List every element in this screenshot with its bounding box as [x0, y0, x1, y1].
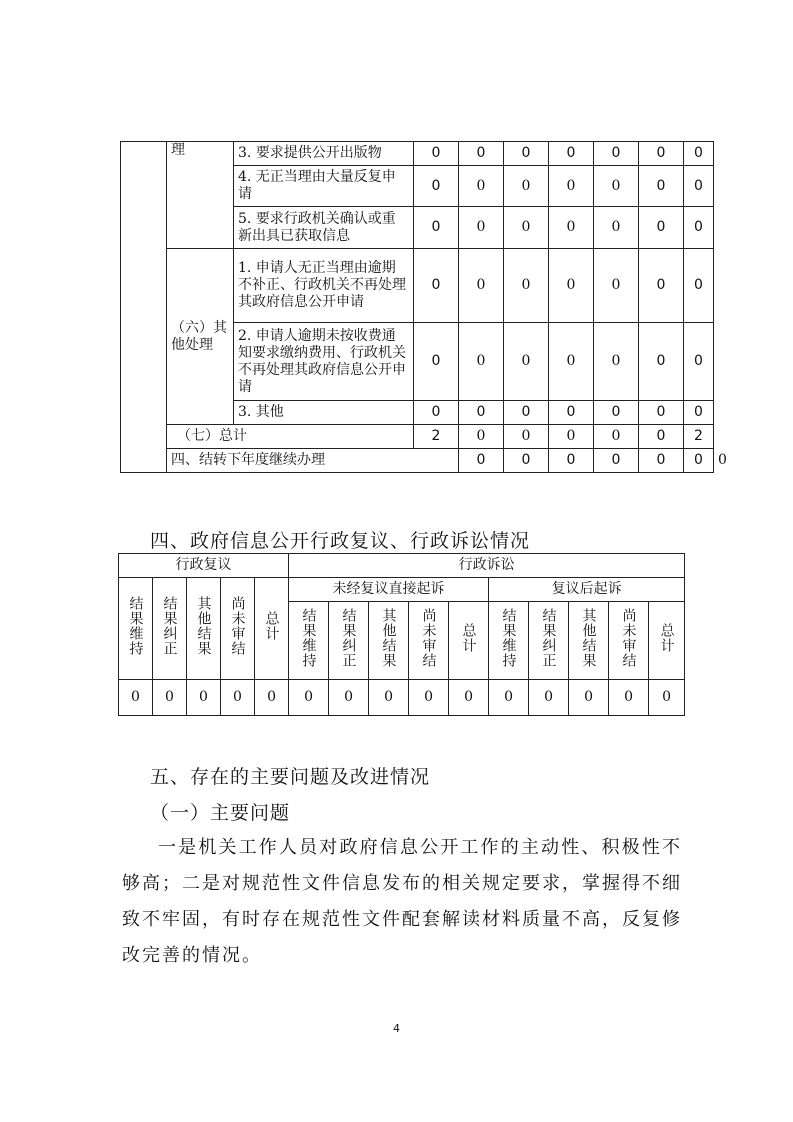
- col-header: [221, 578, 255, 680]
- cell: 0: [684, 449, 714, 473]
- total-row-label: （七）总计: [167, 425, 414, 449]
- col-header: [529, 602, 569, 680]
- col-header: [187, 578, 221, 680]
- cell: 0: [684, 166, 714, 207]
- cell: 0: [639, 207, 684, 249]
- col-text: 总计: [658, 623, 675, 653]
- cell: 0: [414, 249, 459, 323]
- cell: 0: [414, 142, 459, 166]
- header-after-review: 复议后起诉: [489, 578, 685, 602]
- cell: 0: [504, 142, 549, 166]
- col-header: [255, 578, 289, 680]
- group-label-six: [167, 249, 234, 425]
- cell: 0: [684, 142, 714, 166]
- col-header: [119, 578, 153, 680]
- cell: 0: [639, 249, 684, 323]
- cell: 0: [594, 425, 639, 449]
- cell: 0: [549, 449, 594, 473]
- cell: 0: [594, 249, 639, 323]
- cell: 0: [609, 680, 649, 716]
- cell: 0: [459, 401, 504, 425]
- cell: 0: [289, 680, 329, 716]
- col-text: 结果纠正: [161, 596, 178, 656]
- section5-subheading: （一）主要问题: [150, 802, 291, 824]
- row-label: 5. 要求行政机关确认或重新出具已获取信息: [234, 207, 414, 249]
- cell: 0: [459, 207, 504, 249]
- cell: 0: [409, 680, 449, 716]
- cell: 0: [459, 142, 504, 166]
- cell: 0: [549, 401, 594, 425]
- cell: 0: [449, 680, 489, 716]
- review-litigation-table: [118, 553, 685, 716]
- header-review: 行政复议: [119, 554, 289, 578]
- cell: 0: [504, 323, 549, 401]
- col-text: 结果维持: [300, 608, 317, 668]
- cell: 0: [504, 401, 549, 425]
- cell: 0: [414, 166, 459, 207]
- cell: 0: [153, 680, 187, 716]
- col-header: [153, 578, 187, 680]
- cell: 0: [489, 680, 529, 716]
- col-text: 尚未审结: [420, 608, 437, 668]
- cell: 0: [329, 680, 369, 716]
- outer-blank-cell: [121, 142, 167, 473]
- cell: 0: [639, 401, 684, 425]
- col-text: 其他结果: [380, 608, 397, 668]
- section5-heading: 五、存在的主要问题及改进情况: [150, 766, 431, 788]
- cell: 0: [639, 166, 684, 207]
- section4-heading: 四、政府信息公开行政复议、行政诉讼情况: [150, 530, 531, 552]
- cell: 0: [594, 323, 639, 401]
- row-label: 4. 无正当理由大量反复申请: [234, 166, 414, 207]
- cell: 2: [684, 425, 714, 449]
- row-label: 3. 要求提供公开出版物: [234, 142, 414, 166]
- col-header: [609, 602, 649, 680]
- cell: 0: [684, 401, 714, 425]
- col-header: [489, 602, 529, 680]
- cell: 0: [414, 401, 459, 425]
- cell: 0: [504, 249, 549, 323]
- cell: 0: [221, 680, 255, 716]
- col-header: [369, 602, 409, 680]
- cell: 0: [414, 207, 459, 249]
- col-text: 结果维持: [500, 608, 517, 668]
- cell: 0: [504, 166, 549, 207]
- cell: 0: [459, 166, 504, 207]
- cell: 0: [549, 207, 594, 249]
- col-text: 总计: [460, 623, 477, 653]
- cell: 0: [549, 425, 594, 449]
- cell: 0: [504, 449, 549, 473]
- col-text: 结果维持: [127, 596, 144, 656]
- cell: 0: [459, 425, 504, 449]
- cell: 0: [504, 425, 549, 449]
- cell: 0: [684, 207, 714, 249]
- cell: 0: [649, 680, 685, 716]
- row-label: 3. 其他: [234, 401, 414, 425]
- cell: 0: [594, 166, 639, 207]
- col-header: [289, 602, 329, 680]
- cell: 0: [549, 142, 594, 166]
- cell: 0: [594, 449, 639, 473]
- col-text: 结果纠正: [540, 608, 557, 668]
- cell: 0: [594, 401, 639, 425]
- cell: 0: [549, 323, 594, 401]
- cell: 0: [569, 680, 609, 716]
- cell: 0: [529, 680, 569, 716]
- cell: 0: [639, 323, 684, 401]
- cell: 0: [684, 323, 714, 401]
- col-text: 尚未审结: [620, 608, 637, 668]
- cell: 0: [119, 680, 153, 716]
- cell: 0: [187, 680, 221, 716]
- cell: 0: [594, 207, 639, 249]
- cell: 0: [459, 249, 504, 323]
- cell: 0: [549, 166, 594, 207]
- cell: 0: [459, 449, 504, 473]
- col-header: [649, 602, 685, 680]
- col-text: 其他结果: [580, 608, 597, 668]
- cell: 0: [549, 249, 594, 323]
- cell: 0: [414, 323, 459, 401]
- cell: 0: [255, 680, 289, 716]
- problem-paragraph: 一是机关工作人员对政府信息公开工作的主动性、积极性不够高；二是对规范性文件信息发布的相关规定要求，掌握得不细致不牢固，有时存在规范性文件配套解读材料质量不高，反复修改完善的情况。: [122, 837, 682, 966]
- col-header: [329, 602, 369, 680]
- carry-row-label: 四、结转下年度继续办理: [167, 449, 459, 473]
- col-text: 结果纠正: [340, 608, 357, 668]
- cell: 0: [639, 449, 684, 473]
- col-header: [449, 602, 489, 680]
- disposal-table: 理 3. 要求提供公开出版物 0 0 0 0 0 0 0 4. 无正当理由大量反复申请 0 0 0 0 0 0 0 5. 要求行政机关确认或重新出具已获取信息 0 0 0 0 0 0 0 （六）其他处理 1. 申请人无正当理由逾期不补正、行政机关不再处理其政府信息公开申请 0 0 0 0 0 0 0 2. 申请人逾期未按收费通知要求缴纳费用、行政机关不再处理其政府信息公开申请 0 0 0 0 0 0 0 3. 其他 0 0 0 0 0 0 0 （七）总计 2 0 0 0 0 0 2 四、结转下年度继续办理 0 0 0 0 0 0 0: [120, 141, 714, 473]
- cell: 0: [369, 680, 409, 716]
- group-label-li: 理: [167, 142, 234, 249]
- cell: 0: [459, 323, 504, 401]
- group-six-text: （六）其他处理: [171, 319, 227, 353]
- cell: 2: [414, 425, 459, 449]
- cell: 0: [594, 142, 639, 166]
- cell: 0: [639, 425, 684, 449]
- col-text: 尚未审结: [229, 596, 246, 656]
- header-direct: 未经复议直接起诉: [289, 578, 489, 602]
- col-header: [569, 602, 609, 680]
- header-litigation: 行政诉讼: [289, 554, 685, 578]
- cell: 0: [504, 207, 549, 249]
- row-label: 2. 申请人逾期未按收费通知要求缴纳费用、行政机关不再处理其政府信息公开申请: [234, 323, 414, 401]
- cell: 0: [684, 249, 714, 323]
- cell: 0: [639, 142, 684, 166]
- col-header: [409, 602, 449, 680]
- page-number: 4: [393, 1022, 400, 1035]
- col-text: 其他结果: [195, 596, 212, 656]
- col-text: 总计: [263, 611, 280, 641]
- row-label: 1. 申请人无正当理由逾期不补正、行政机关不再处理其政府信息公开申请: [234, 249, 414, 323]
